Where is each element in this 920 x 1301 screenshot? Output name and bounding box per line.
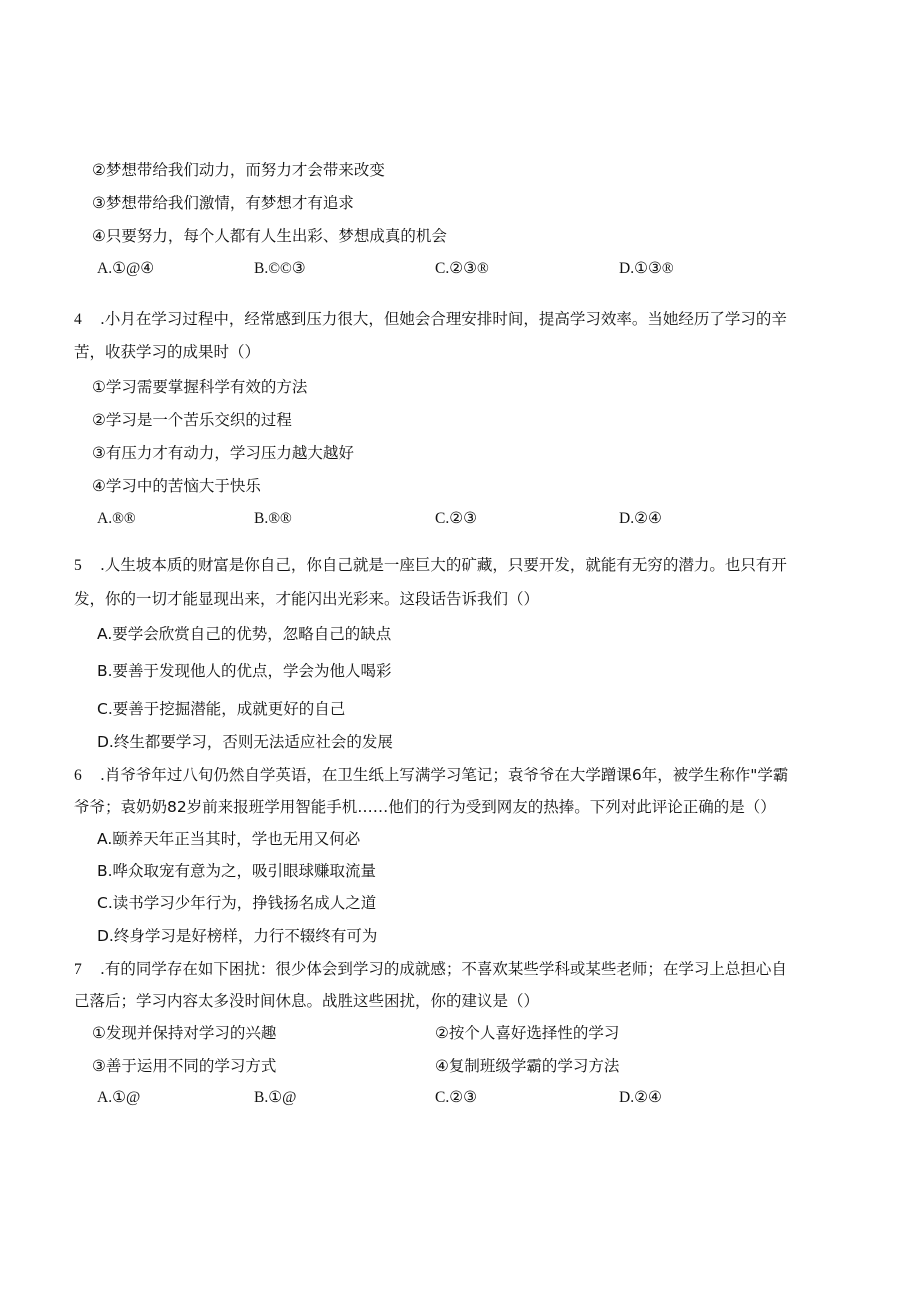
q7-item-4: ④复制班级学霸的学习方法 [435,1057,620,1075]
q7-stem-line-1 [74,959,787,980]
q3-item-3: ③梦想带给我们激情，有梦想才有追求 [92,194,354,212]
q6-stem-line-2: 爷爷；袁奶奶82岁前来报班学用智能手机……他们的行为受到网友的热捧。下列对此评论正确的是（） [74,798,776,816]
q4-item-4: ④学习中的苦恼大于快乐 [92,477,261,495]
q7-option-a[interactable]: A.①@ [97,1089,141,1106]
q5-option-c[interactable]: C.要善于挖掘潜能，成就更好的自己 [97,700,346,718]
q7-stem-line-2: 己落后；学习内容太多没时间休息。战胜这些困扰，你的建议是（） [74,992,540,1010]
q7-item-2: ②按个人喜好选择性的学习 [435,1024,620,1042]
q7-item-1: ①发现并保持对学习的兴趣 [92,1024,277,1042]
q5-stem-line-2: 发，你的一切才能显现出来，才能闪出光彩来。这段话告诉我们（） [74,590,540,608]
q7-item-3: ③善于运用不同的学习方式 [92,1057,277,1075]
q3-option-b[interactable]: B.©©③ [254,260,306,277]
q3-option-d[interactable]: D.①③® [619,260,674,277]
q6-option-c[interactable]: C.读书学习少年行为，挣钱扬名成人之道 [97,894,377,912]
q5-option-d[interactable]: D.终生都要学习，否则无法适应社会的发展 [97,733,393,751]
q4-stem-line-2: 苦，收获学习的成果时（） [74,343,261,361]
q6-stem-text: .肖爷爷年过八旬仍然自学英语，在卫生纸上写满学习笔记；袁爷爷在大学蹭课6年，被学生称作"学霸 [100,766,789,784]
q4-option-c[interactable]: C.②③ [435,510,478,527]
q4-item-1: ①学习需要掌握科学有效的方法 [92,378,308,396]
q4-item-2: ②学习是一个苦乐交织的过程 [92,411,292,429]
q7-number: 7 [74,961,82,978]
q6-option-b[interactable]: B.哗众取宠有意为之，吸引眼球赚取流量 [97,862,377,880]
q7-stem-text: .有的同学存在如下困扰：很少体会到学习的成就感；不喜欢某些学科或某些老师；在学习上总担心自 [100,960,787,978]
q4-option-b[interactable]: B.®® [254,510,292,527]
q4-option-a[interactable]: A.®® [97,510,136,527]
q5-stem-line-1 [74,555,787,576]
q5-option-b[interactable]: B.要善于发现他人的优点，学会为他人喝彩 [97,662,392,680]
q7-option-b[interactable]: B.①@ [254,1089,297,1106]
q7-option-d[interactable]: D.②④ [619,1089,662,1106]
q6-stem-line-1 [74,765,788,786]
q6-number: 6 [74,767,82,784]
q5-option-a[interactable]: A.要学会欣赏自己的优势，忽略自己的缺点 [97,625,392,643]
q5-stem-text: .人生坡本质的财富是你自己，你自己就是一座巨大的矿藏，只要开发，就能有无穷的潜力。也只有开 [100,556,787,574]
q3-item-2: ②梦想带给我们动力，而努力才会带来改变 [92,161,385,179]
q6-option-a[interactable]: A.颐养天年正当其时，学也无用又何必 [97,830,361,848]
q3-option-a[interactable]: A.①@④ [97,260,155,277]
q5-number: 5 [74,557,82,574]
q6-option-d[interactable]: D.终身学习是好榜样，力行不辍终有可为 [97,927,378,945]
q4-item-3: ③有压力才有动力，学习压力越大越好 [92,444,354,462]
q3-option-c[interactable]: C.②③® [435,260,489,277]
q4-stem-line-1 [74,309,787,330]
q4-stem-text: .小月在学习过程中，经常感到压力很大，但她会合理安排时间，提高学习效率。当她经历了学习的辛 [100,310,787,328]
q4-option-d[interactable]: D.②④ [619,510,662,527]
q4-number: 4 [74,311,82,328]
q7-option-c[interactable]: C.②③ [435,1089,478,1106]
q3-item-4: ④只要努力，每个人都有人生出彩、梦想成真的机会 [92,227,447,245]
